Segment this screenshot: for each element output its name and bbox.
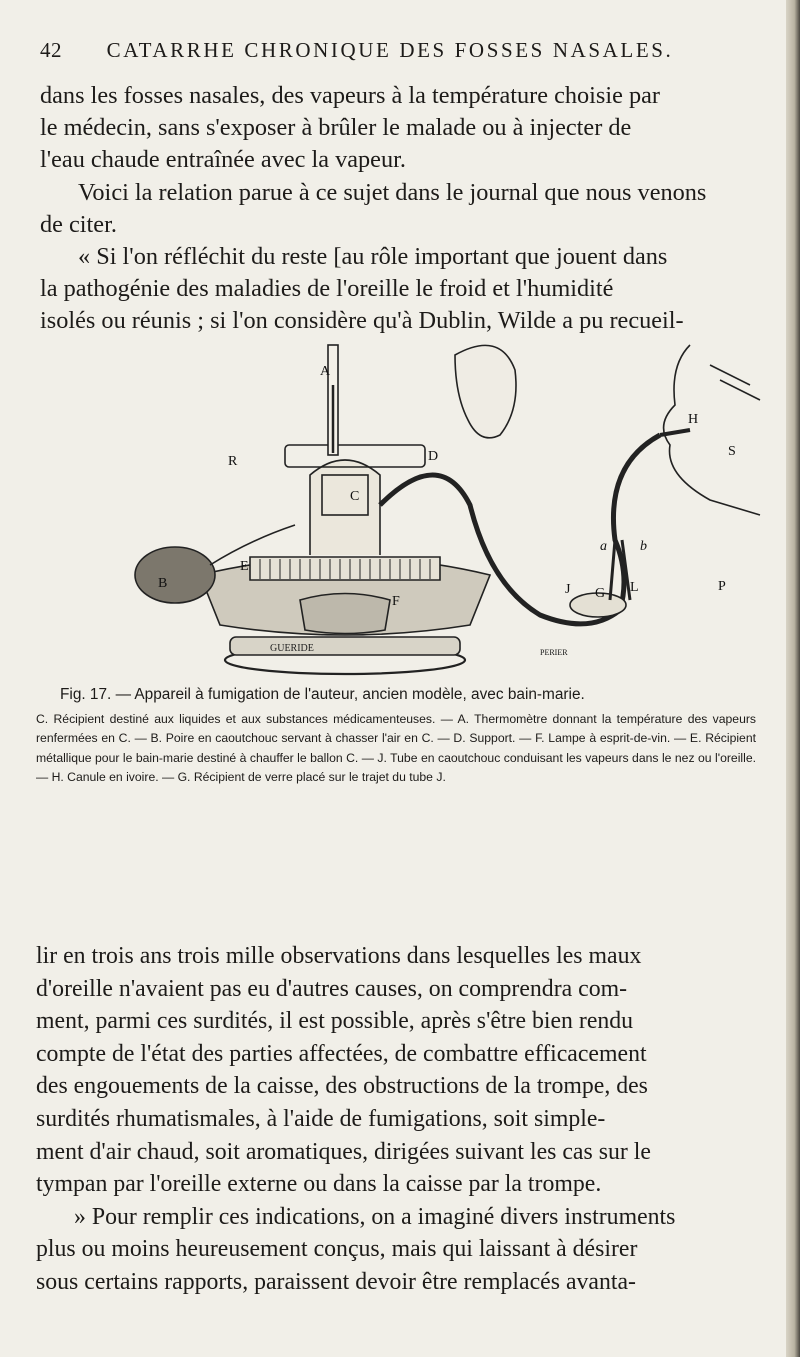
engraver-mark: PERIER (540, 648, 568, 657)
text-line: isolés ou réunis ; si l'on considère qu'à Dublin, Wilde a pu recueil- (40, 307, 684, 335)
text-line: d'oreille n'avaient pas eu d'autres causes, on comprendra com- (36, 975, 628, 1002)
label-f: F (392, 594, 400, 609)
label-s: S (728, 444, 736, 459)
running-head: CATARRHE CHRONIQUE DES FOSSES NASALES. (106, 38, 674, 62)
text-line: » Pour remplir ces indications, on a imaginé divers instruments (74, 1203, 676, 1230)
text-line: Voici la relation parue à ce sujet dans le journal que nous venons (78, 178, 707, 206)
label-l: L (630, 580, 639, 595)
label-b-lower: b (640, 539, 647, 554)
text-line: ment d'air chaud, soit aromatiques, dirigées suivant les cas sur le (36, 1138, 651, 1165)
page-number: 42 (40, 38, 62, 62)
text-line: des engouements de la caisse, des obstructions de la trompe, des (36, 1073, 648, 1100)
spirit-lamp (300, 594, 390, 634)
label-d: D (428, 449, 439, 464)
text-line: surdités rhumatismales, à l'aide de fumigations, soit simple- (36, 1105, 606, 1132)
text-line: « Si l'on réfléchit du reste [au rôle important que jouent dans (78, 243, 668, 271)
label-a-lower: a (600, 539, 607, 554)
label-b: B (158, 576, 168, 591)
paragraph-2 (36, 940, 748, 1299)
text-line: le médecin, sans s'exposer à brûler le malade ou à injecter de (40, 114, 632, 142)
figure-fumigation-apparatus (110, 325, 770, 680)
text-line: lir en trois ans trois mille observations dans lesquelles les maux (36, 943, 642, 969)
text-line: sous certains rapports, paraissent devoir être remplacés avanta- (36, 1268, 636, 1295)
label-a: A (320, 364, 331, 379)
figure-caption-title: Fig. 17. — Appareil à fumigation de l'auteur, ancien modèle, avec bain-marie. (60, 686, 585, 703)
paragraph-1 (40, 80, 745, 338)
text-line: compte de l'état des parties affectées, de combattre efficacement (36, 1040, 647, 1067)
label-j: J (565, 582, 571, 597)
label-g: G (595, 586, 606, 601)
rubber-bulb-b (135, 547, 215, 603)
label-p: P (718, 579, 726, 594)
nose-lines (710, 365, 760, 400)
text-line: l'eau chaude entraînée avec la vapeur. (40, 146, 406, 174)
text-line: dans les fosses nasales, des vapeurs à la température choisie par (40, 82, 661, 109)
ear-illustration (455, 345, 516, 437)
figure-caption-legend: C. Récipient destiné aux liquides et aux substances médicamenteuses. — A. Thermomètre donnant la température des vapeurs renfermées en C. — B. Poire en caoutchouc servant à chasser l'air en C. — D. Support. — F. Lampe à esprit-de-vin. — E. Récipient métallique pour le bain-marie destiné à chauffer le ballon C. — J. Tube en caoutchouc conduisant les vapeurs dans le nez ou l'oreille. — H. Canule en ivoire. — G. Récipient de verre placé sur le trajet du tube J. (36, 712, 756, 785)
book-binding-edge (786, 0, 800, 1357)
label-h: H (688, 412, 699, 427)
label-c: C (350, 489, 360, 504)
text-line: de citer. (40, 210, 117, 238)
apparatus-engraving (110, 325, 770, 680)
label-e: E (240, 559, 249, 574)
base-plate (230, 637, 460, 655)
text-line: ment, parmi ces surdités, il est possible, après s'être bien rendu (36, 1008, 634, 1035)
text-line: tympan par l'oreille externe ou dans la caisse par la trompe. (36, 1171, 602, 1198)
page-header (40, 38, 740, 64)
text-line: la pathogénie des maladies de l'oreille le froid et l'humidité (40, 275, 614, 303)
base-plate-text: GUERIDE (270, 643, 314, 654)
metal-recipient (250, 557, 440, 580)
text-line: plus ou moins heureusement conçus, mais qui laissant à désirer (36, 1236, 638, 1263)
label-r: R (228, 454, 238, 469)
